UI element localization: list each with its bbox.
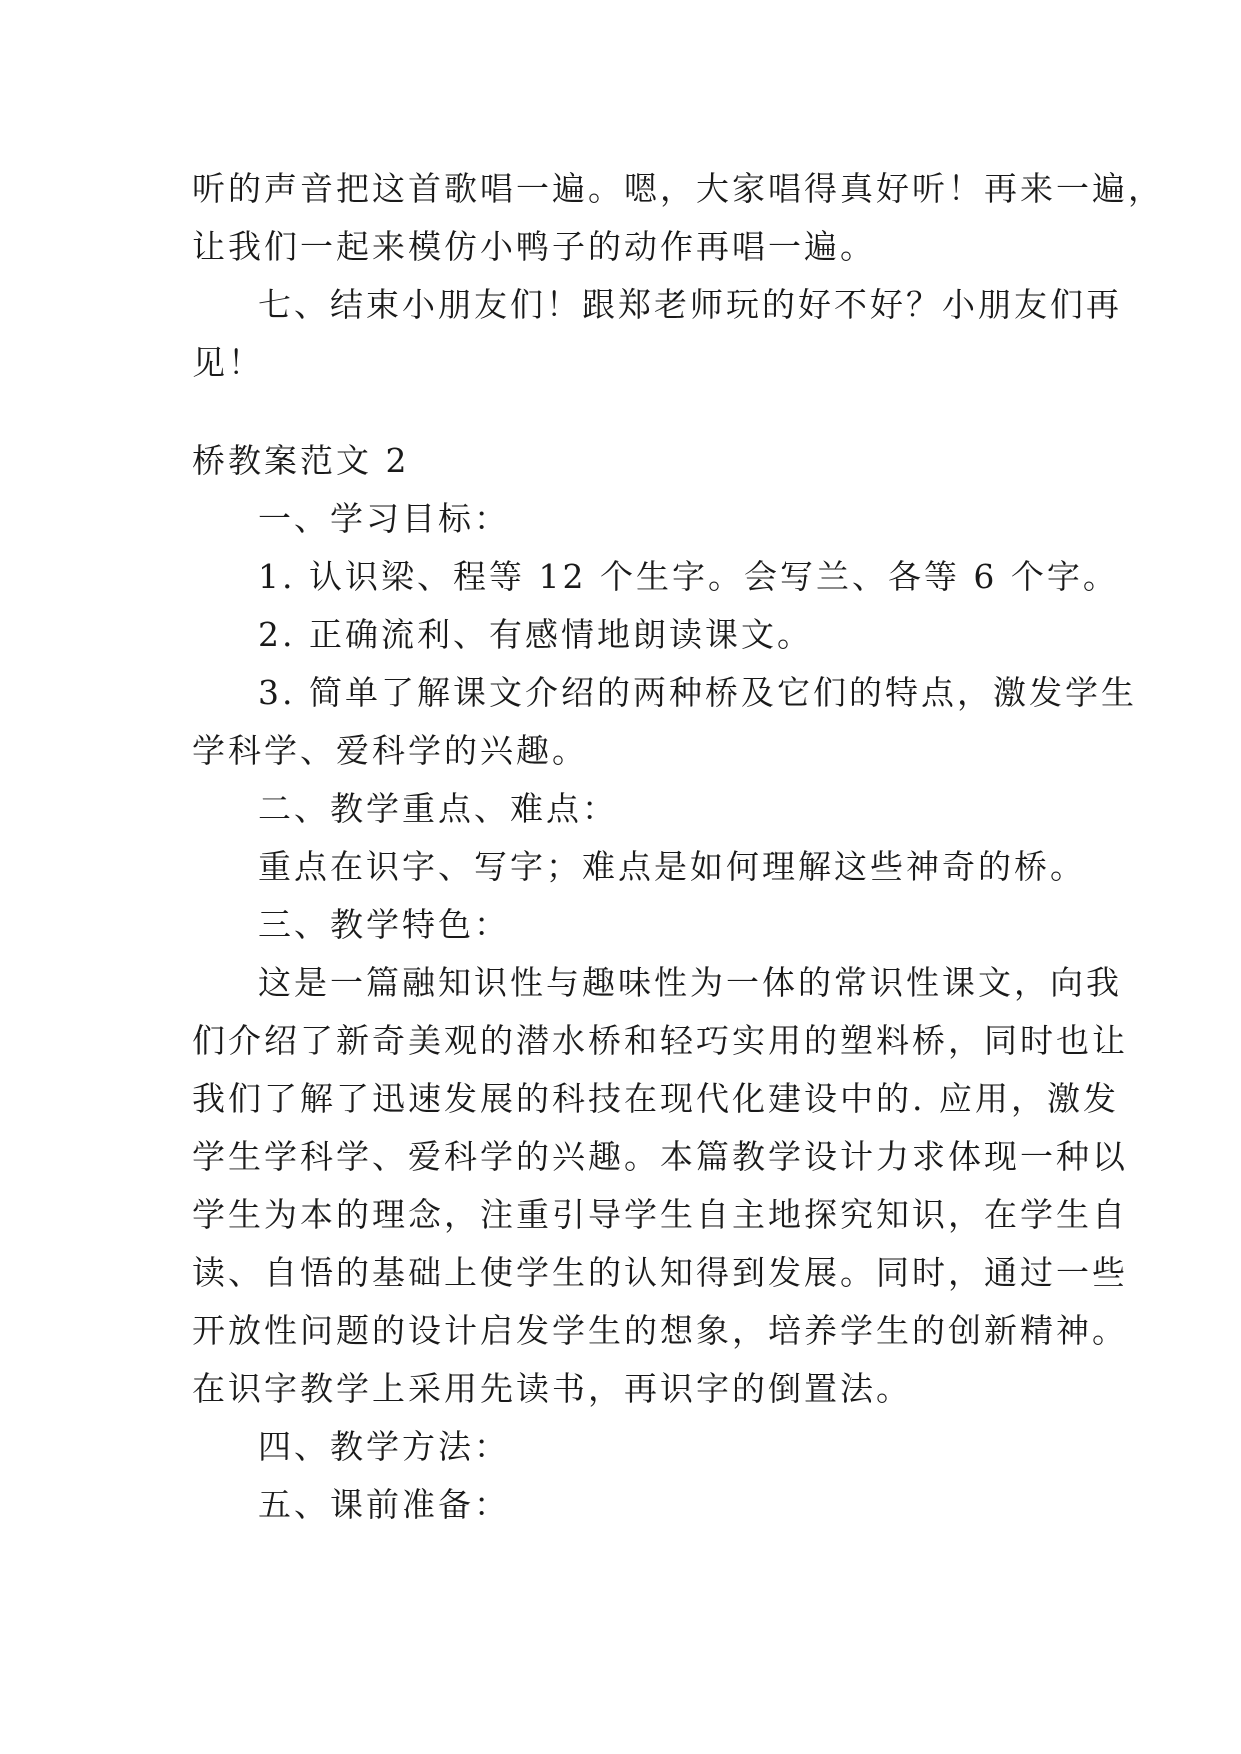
text-line: 让我们一起来模仿小鸭子的动作再唱一遍。 (192, 227, 876, 266)
section-heading: 一、学习目标： (258, 499, 510, 538)
text-line: 读、自悟的基础上使学生的认知得到发展。同时，通过一些 (192, 1253, 1128, 1292)
text-line: 见！ (192, 343, 264, 382)
text-line: 开放性问题的设计启发学生的想象，培养学生的创新精神。 (192, 1311, 1128, 1350)
text-line: 听的声音把这首歌唱一遍。嗯，大家唱得真好听！再来一遍， (192, 169, 1164, 208)
text-line: 们介绍了新奇美观的潜水桥和轻巧实用的塑料桥，同时也让 (192, 1021, 1128, 1060)
text-line: 我们了解了迅速发展的科技在现代化建设中的. 应用，激发 (192, 1079, 1119, 1118)
list-item: 1. 认识梁、程等 12 个生字。会写兰、各等 6 个字。 (258, 557, 1119, 596)
text-line: 学生为本的理念，注重引导学生自主地探究知识，在学生自 (192, 1195, 1128, 1234)
section-heading: 二、教学重点、难点： (258, 789, 618, 828)
section-heading: 三、教学特色： (258, 905, 510, 944)
section-heading: 四、教学方法： (258, 1427, 510, 1466)
list-item: 3. 简单了解课文介绍的两种桥及它们的特点，激发学生 (258, 673, 1137, 712)
section-heading: 五、课前准备： (258, 1485, 510, 1524)
text-line: 这是一篇融知识性与趣味性为一体的常识性课文，向我 (258, 963, 1122, 1002)
text-line: 学生学科学、爱科学的兴趣。本篇教学设计力求体现一种以 (192, 1137, 1128, 1176)
text-line: 重点在识字、写字；难点是如何理解这些神奇的桥。 (258, 847, 1086, 886)
document-title: 桥教案范文 2 (192, 441, 410, 480)
document-body (192, 160, 1164, 1534)
list-item: 2. 正确流利、有感情地朗读课文。 (258, 615, 813, 654)
text-line: 学科学、爱科学的兴趣。 (192, 731, 588, 770)
text-line: 在识字教学上采用先读书，再识字的倒置法。 (192, 1369, 912, 1408)
section-heading: 七、结束小朋友们！跟郑老师玩的好不好？小朋友们再 (258, 285, 1122, 324)
